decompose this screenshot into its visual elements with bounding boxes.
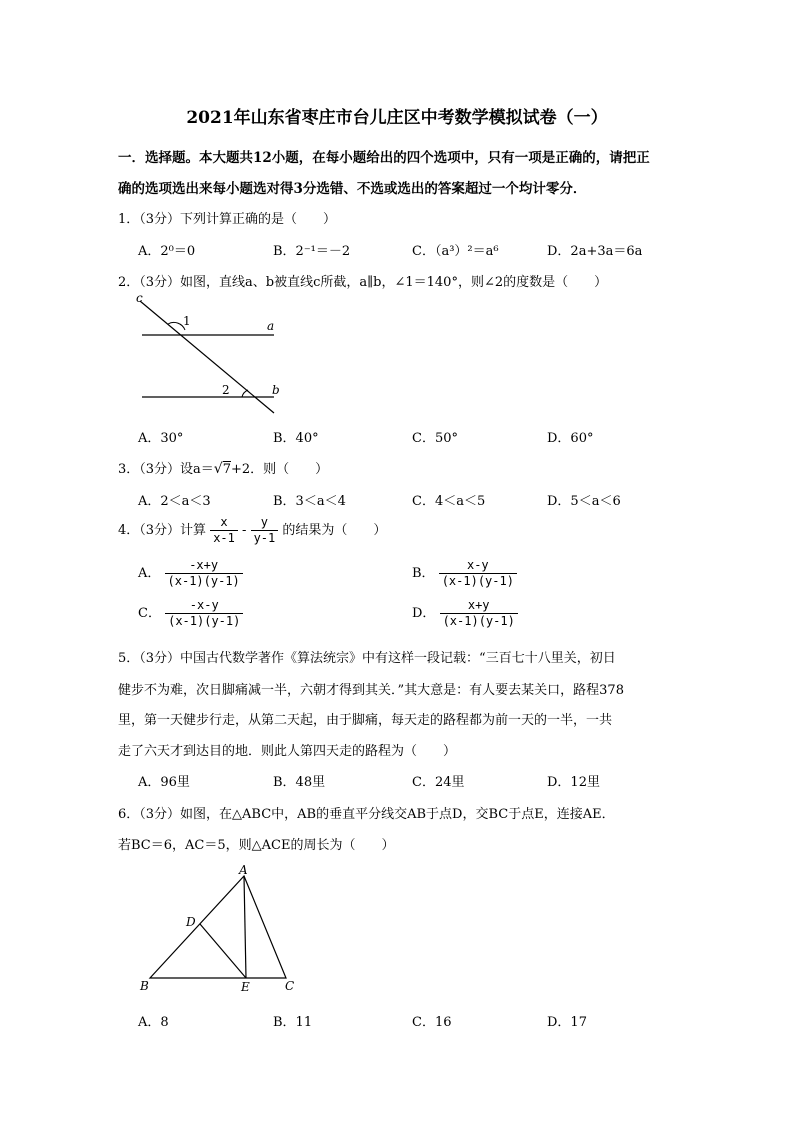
q4-fraction-1 bbox=[210, 515, 238, 546]
minus-sign: - bbox=[242, 523, 247, 538]
fraction-numerator: -x-y bbox=[165, 598, 243, 614]
q5-option-a: A．96里 bbox=[138, 775, 190, 790]
section-heading-line1: 一．选择题。本大题共12小题，在每小题给出的四个选项中，只有一项是正确的，请把正 bbox=[118, 150, 650, 166]
q3-option-b: B．3＜a＜4 bbox=[273, 494, 346, 509]
q2-parallel-lines-figure bbox=[130, 290, 290, 415]
label-E: E bbox=[241, 980, 250, 994]
q5-option-d: D．12里 bbox=[547, 775, 600, 790]
label-b: b bbox=[272, 383, 280, 397]
q6-line-2: 若BC＝6，AC＝5，则△ACE的周长为（ ） bbox=[118, 838, 395, 853]
fraction-numerator: x+y bbox=[440, 598, 518, 614]
q2-option-a: A．30° bbox=[138, 431, 184, 446]
label-angle2: 2 bbox=[222, 383, 230, 397]
q1-option-c: C．（a³）²＝a⁶ bbox=[412, 244, 499, 259]
q6-option-a: A．8 bbox=[138, 1015, 169, 1030]
q5-line-2: 健步不为难，次日脚痛减一半，六朝才得到其关．”其大意是：有人要去某关口，路程378 bbox=[118, 683, 624, 698]
q4-stem-prefix: 4．（3分）计算 bbox=[118, 523, 207, 538]
label-D: D bbox=[186, 915, 196, 929]
q3-option-d: D．5＜a＜6 bbox=[547, 494, 621, 509]
fraction-denominator: (x-1)(y-1) bbox=[167, 574, 240, 588]
q2-stem: 2．（3分）如图，直线a、b被直线c所截，a∥b，∠1＝140°，则∠2的度数是（ ） bbox=[118, 275, 608, 290]
fraction-numerator: x-y bbox=[439, 558, 517, 574]
segment-de bbox=[200, 924, 246, 978]
q1-option-a: A．2⁰＝0 bbox=[138, 244, 196, 259]
q1-option-d: D．2a+3a＝6a bbox=[547, 244, 643, 259]
q4-fraction-2 bbox=[251, 515, 279, 546]
q2-option-c: C．50° bbox=[412, 431, 458, 446]
segment-ae bbox=[244, 876, 246, 978]
option-label: A． bbox=[138, 566, 161, 581]
q6-triangle-figure bbox=[134, 860, 304, 995]
q5-line-4: 走了六天才到达目的地．则此人第四天走的路程为（ ） bbox=[118, 744, 457, 759]
fraction-numerator: y bbox=[251, 515, 279, 531]
q6-option-c: C．16 bbox=[412, 1015, 452, 1030]
q4-stem-suffix: 的结果为（ ） bbox=[282, 523, 387, 538]
q1-option-b: B．2⁻¹＝－2 bbox=[273, 244, 351, 259]
q2-option-d: D．60° bbox=[547, 431, 594, 446]
q6-option-d: D．17 bbox=[547, 1015, 587, 1030]
q3-option-c: C．4＜a＜5 bbox=[412, 494, 486, 509]
q2-option-b: B．40° bbox=[273, 431, 319, 446]
line-c bbox=[140, 301, 274, 413]
fraction-denominator: (x-1)(y-1) bbox=[442, 614, 515, 628]
label-angle1: 1 bbox=[183, 314, 191, 328]
q4-option-d bbox=[412, 598, 518, 629]
option-fraction bbox=[439, 558, 517, 589]
label-a: a bbox=[267, 319, 275, 333]
triangle-abc bbox=[150, 876, 286, 978]
q3-stem-prefix: 3．（3分）设a＝ bbox=[118, 462, 214, 477]
fraction-denominator: (x-1)(y-1) bbox=[168, 614, 241, 628]
q5-option-c: C．24里 bbox=[412, 775, 465, 790]
q4-option-a bbox=[138, 558, 243, 589]
option-label: D． bbox=[412, 606, 436, 621]
label-B: B bbox=[140, 979, 149, 993]
q3-stem bbox=[118, 458, 328, 477]
label-A: A bbox=[239, 863, 248, 877]
q6-line-1: 6．（3分）如图，在△ABC中，AB的垂直平分线交AB于点D，交BC于点E，连接AE． bbox=[118, 807, 615, 822]
fraction-denominator: y-1 bbox=[253, 531, 276, 545]
q5-option-b: B．48里 bbox=[273, 775, 326, 790]
q3-radicand: 7 bbox=[222, 462, 231, 477]
fraction-denominator: x-1 bbox=[213, 531, 235, 545]
sqrt-sign: √ bbox=[213, 461, 223, 477]
fraction-numerator: x bbox=[210, 515, 238, 531]
q4-option-c bbox=[138, 598, 243, 629]
label-c: c bbox=[136, 291, 143, 305]
q4-stem bbox=[118, 515, 386, 546]
page-title: 2021年山东省枣庄市台儿庄区中考数学模拟试卷（一） bbox=[186, 108, 608, 128]
label-C: C bbox=[285, 979, 295, 993]
option-fraction bbox=[165, 558, 243, 589]
fraction-denominator: (x-1)(y-1) bbox=[441, 574, 514, 588]
q4-option-b bbox=[412, 558, 517, 589]
q1-stem: 1．（3分）下列计算正确的是（ ） bbox=[118, 212, 337, 227]
q5-line-3: 里，第一天健步行走，从第二天起，由于脚痛，每天走的路程都为前一天的一半，一共 bbox=[118, 713, 613, 728]
option-fraction bbox=[440, 598, 518, 629]
q6-option-b: B．11 bbox=[273, 1015, 313, 1030]
section-heading-line2: 确的选项选出来每小题选对得3分选错、不选或选出的答案超过一个均计零分． bbox=[118, 181, 587, 197]
q3-option-a: A．2＜a＜3 bbox=[138, 494, 211, 509]
option-label: B． bbox=[412, 566, 435, 581]
option-label: C． bbox=[138, 606, 161, 621]
fraction-numerator: -x+y bbox=[165, 558, 243, 574]
q3-stem-suffix: +2．则（ ） bbox=[231, 462, 329, 477]
option-fraction bbox=[165, 598, 243, 629]
q5-line-1: 5．（3分）中国古代数学著作《算法统宗》中有这样一段记载：“三百七十八里关，初日 bbox=[118, 651, 616, 666]
